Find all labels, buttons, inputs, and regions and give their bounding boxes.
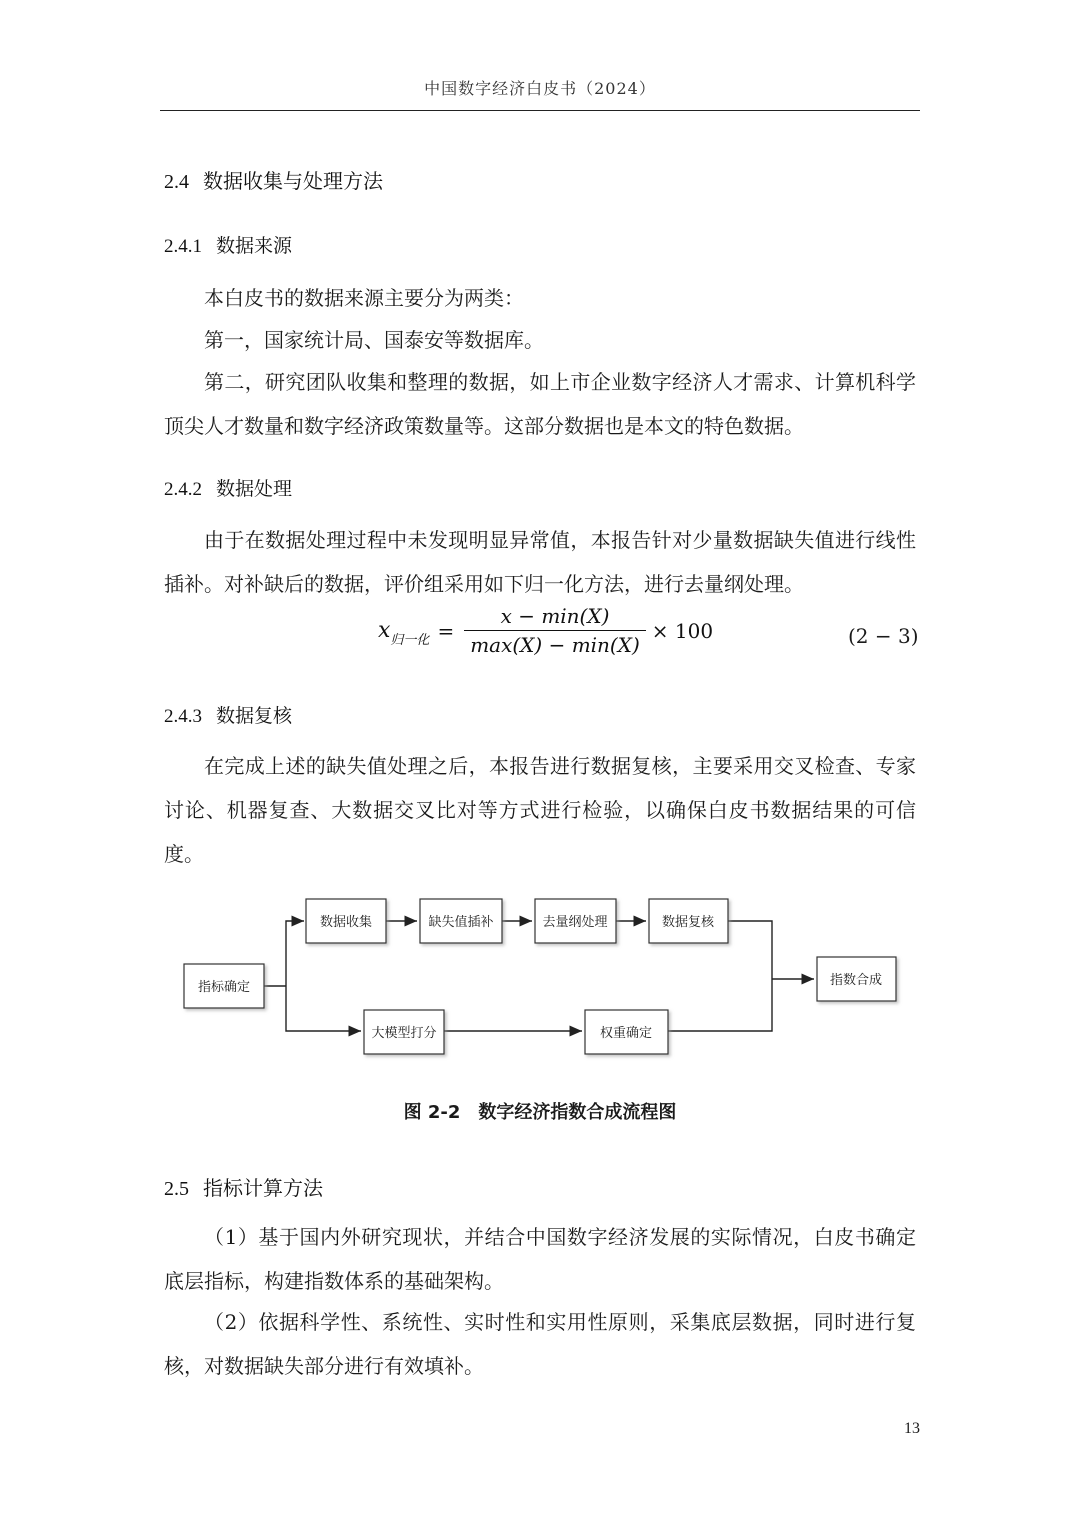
node-start-label: 指标确定 (197, 980, 251, 995)
paragraph-processing: 由于在数据处理过程中未发现明显异常值，本报告针对少量数据缺失值进行线性插补。对补缺后的数据，评价组采用如下归一化方法，进行去量纲处理。 (164, 528, 916, 596)
connector-weight-merge (668, 978, 772, 1031)
heading-title: 数据复核 (216, 705, 293, 727)
paragraph-review: 在完成上述的缺失值处理之后，本报告进行数据复核，主要采用交叉检查、专家讨论、机器复查、大数据交叉比对等方式进行检验，以确保白皮书数据结果的可信度。 (164, 754, 916, 866)
formula-lhs-var: x (378, 618, 391, 643)
heading-title: 数据收集与处理方法 (203, 169, 383, 193)
connector-review-merge (728, 921, 772, 978)
running-header: 中国数字经济白皮书（2024） (424, 79, 656, 98)
paragraph-sources-second: 第二，研究团队收集和整理的数据，如上市企业数字经济人才需求、计算机科学顶尖人才数量和数字经济政策数量等。这部分数据也是本文的特色数据。 (164, 370, 916, 438)
equation-number: (2 − 3) (848, 624, 919, 648)
heading-2-4-1 (164, 231, 292, 258)
paragraph-method-1: （1）基于国内外研究现状，并结合中国数字经济发展的实际情况，白皮书确定底层指标，构建指数体系的基础架构。 (164, 1225, 916, 1293)
paragraph-method-2: （2）依据科学性、系统性、实时性和实用性原则，采集底层数据，同时进行复核，对数据缺失部分进行有效填补。 (164, 1310, 916, 1378)
node-compose-label: 指数合成 (829, 973, 883, 988)
heading-title: 指标计算方法 (203, 1176, 323, 1200)
heading-number: 2.5 (164, 1178, 189, 1200)
heading-2-4-2 (164, 474, 292, 501)
node-weight (585, 1010, 668, 1054)
formula-denominator: max(X) − min(X) (470, 633, 640, 657)
node-start (184, 964, 264, 1008)
node-impute-label: 缺失值插补 (428, 915, 494, 930)
node-collect-label: 数据收集 (319, 915, 373, 930)
heading-number: 2.4.1 (164, 236, 202, 257)
formula-fraction (464, 604, 646, 657)
figure-title: 数字经济指数合成流程图 (478, 1102, 677, 1123)
formula-times: × 100 (651, 618, 714, 643)
node-review (649, 899, 728, 943)
figure-caption (0, 1098, 1080, 1124)
heading-number: 2.4.2 (164, 479, 202, 500)
formula-lhs-sub: 归一化 (390, 633, 430, 648)
heading-2-4-3 (164, 701, 292, 728)
paragraph-sources-first: 第一，国家统计局、国泰安等数据库。 (204, 328, 544, 352)
heading-number: 2.4.3 (164, 706, 202, 727)
connector-to-collect (286, 921, 304, 986)
heading-title: 数据处理 (216, 478, 293, 500)
node-impute (420, 899, 502, 943)
node-normalize-label: 去量纲处理 (542, 915, 608, 930)
paragraph-sources-intro: 本白皮书的数据来源主要分为两类： (204, 286, 524, 310)
node-compose (817, 957, 896, 1001)
node-review-label: 数据复核 (661, 915, 715, 930)
heading-title: 数据来源 (216, 235, 293, 257)
heading-2-4 (164, 165, 383, 194)
node-collect (306, 899, 386, 943)
heading-number: 2.4 (164, 171, 189, 193)
connector-to-llm (286, 986, 361, 1031)
heading-2-5 (164, 1172, 323, 1201)
node-llm-label: 大模型打分 (371, 1026, 437, 1041)
normalization-formula (378, 604, 713, 657)
figure-number: 图 2-2 (403, 1102, 461, 1123)
formula-numerator: x − min(X) (500, 604, 610, 628)
flowchart (160, 880, 920, 1070)
node-weight-label: 权重确定 (599, 1026, 653, 1041)
node-normalize (535, 899, 616, 943)
node-llm (364, 1010, 444, 1054)
formula-equals: = (437, 618, 455, 643)
header-rule (160, 110, 920, 111)
page-number: 13 (904, 1420, 920, 1437)
